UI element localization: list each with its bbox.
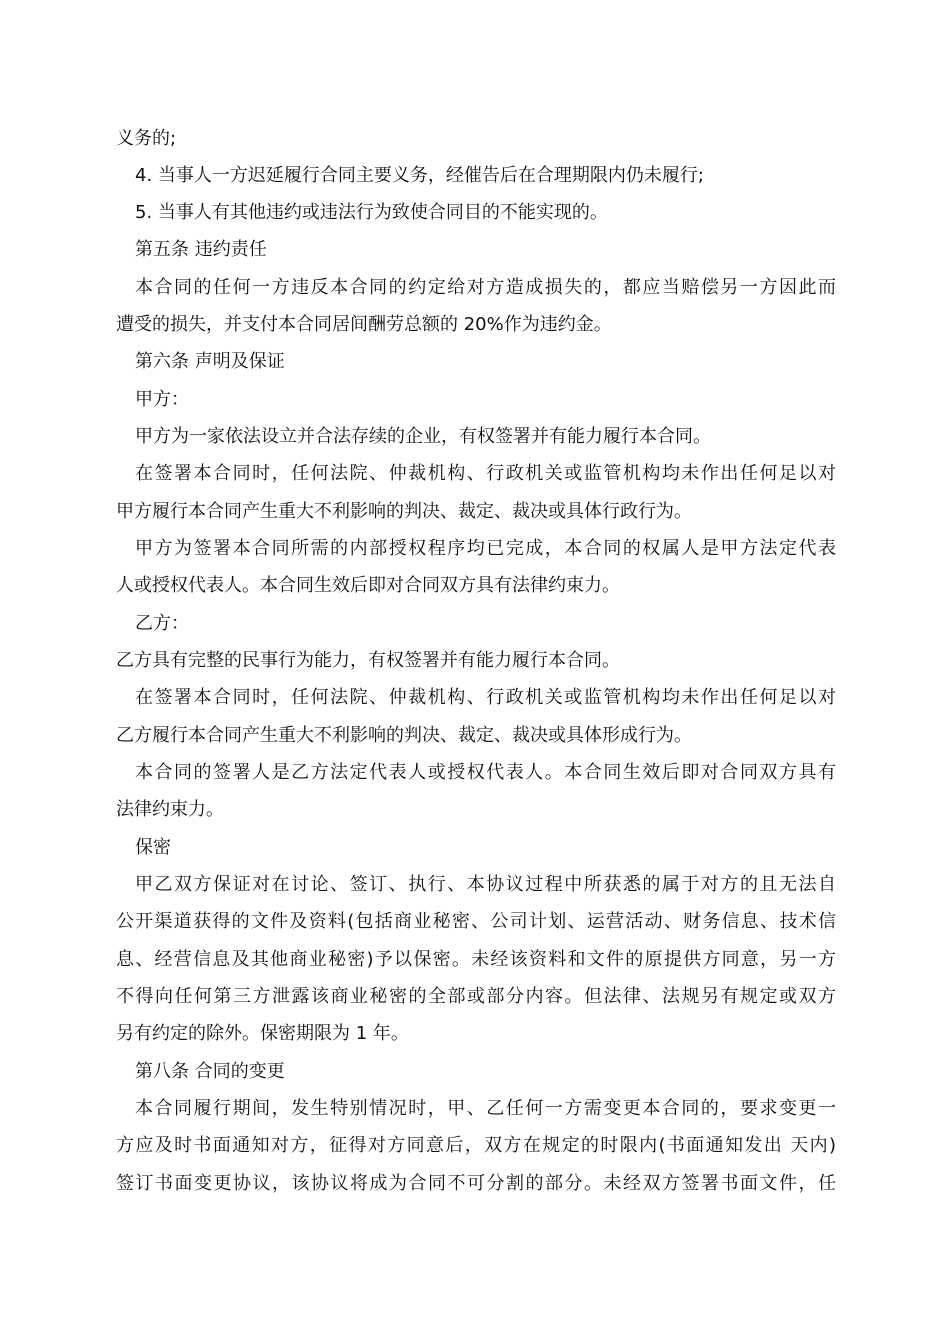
text-line: 义务的; [116, 128, 177, 149]
text-line: 本合同的签署人是乙方法定代表人或授权代表人。本合同生效后即对合同双方具有 [135, 762, 836, 783]
text-line: 方应及时书面通知对方，征得对方同意后，双方在规定的时限内(书面通知发出 天内) [116, 1135, 836, 1156]
text-line: 甲方履行本合同产生重大不利影响的判决、裁定、裁决或具体行政行为。 [116, 501, 692, 522]
text-line: 人或授权代表人。本合同生效后即对合同双方具有法律约束力。 [116, 575, 620, 596]
text-line: 甲方为签署本合同所需的内部授权程序均已完成，本合同的权属人是甲方法定代表 [135, 538, 836, 559]
text-line: 不得向任何第三方泄露该商业秘密的全部或部分内容。但法律、法规另有规定或双方 [116, 986, 836, 1007]
text-line: 遭受的损失，并支付本合同居间酬劳总额的 20%作为违约金。 [116, 314, 612, 335]
list-item: 4. 当事人一方迟延履行合同主要义务，经催告后在合理期限内仍未履行; [135, 165, 704, 186]
subheading: 甲方： [135, 389, 189, 410]
text-line: 甲方为一家依法设立并合法存续的企业，有权签署并有能力履行本合同。 [135, 426, 711, 447]
text-line: 在签署本合同时，任何法院、仲裁机构、行政机关或监管机构均未作出任何足以对 [135, 687, 836, 708]
section-heading: 第五条 违约责任 [135, 239, 267, 260]
subheading: 乙方： [135, 613, 189, 634]
text-line: 法律约束力。 [116, 799, 224, 820]
text-line: 公开渠道获得的文件及资料(包括商业秘密、公司计划、运营活动、财务信息、技术信 [116, 911, 836, 932]
list-item: 5. 当事人有其他违约或违法行为致使合同目的不能实现的。 [135, 202, 608, 223]
text-line: 另有约定的除外。保密期限为 1 年。 [116, 1023, 409, 1044]
section-heading: 第八条 合同的变更 [135, 1061, 285, 1082]
text-line: 本合同履行期间，发生特别情况时，甲、乙任何一方需变更本合同的，要求变更一 [135, 1098, 836, 1119]
text-line: 乙方具有完整的民事行为能力，有权签署并有能力履行本合同。 [116, 650, 620, 671]
text-line: 甲乙双方保证对在讨论、签订、执行、本协议过程中所获悉的属于对方的且无法自 [135, 874, 836, 895]
section-heading: 保密 [135, 837, 171, 858]
text-line: 本合同的任何一方违反本合同的约定给对方造成损失的，都应当赔偿另一方因此而 [135, 277, 836, 298]
section-heading: 第六条 声明及保证 [135, 351, 285, 372]
text-line: 息、经营信息及其他商业秘密)予以保密。未经该资料和文件的原提供方同意，另一方 [116, 949, 836, 970]
text-line: 签订书面变更协议，该协议将成为合同不可分割的部分。未经双方签署书面文件，任 [116, 1173, 836, 1194]
text-line: 乙方履行本合同产生重大不利影响的判决、裁定、裁决或具体形成行为。 [116, 725, 692, 746]
text-line: 在签署本合同时，任何法院、仲裁机构、行政机关或监管机构均未作出任何足以对 [135, 463, 836, 484]
